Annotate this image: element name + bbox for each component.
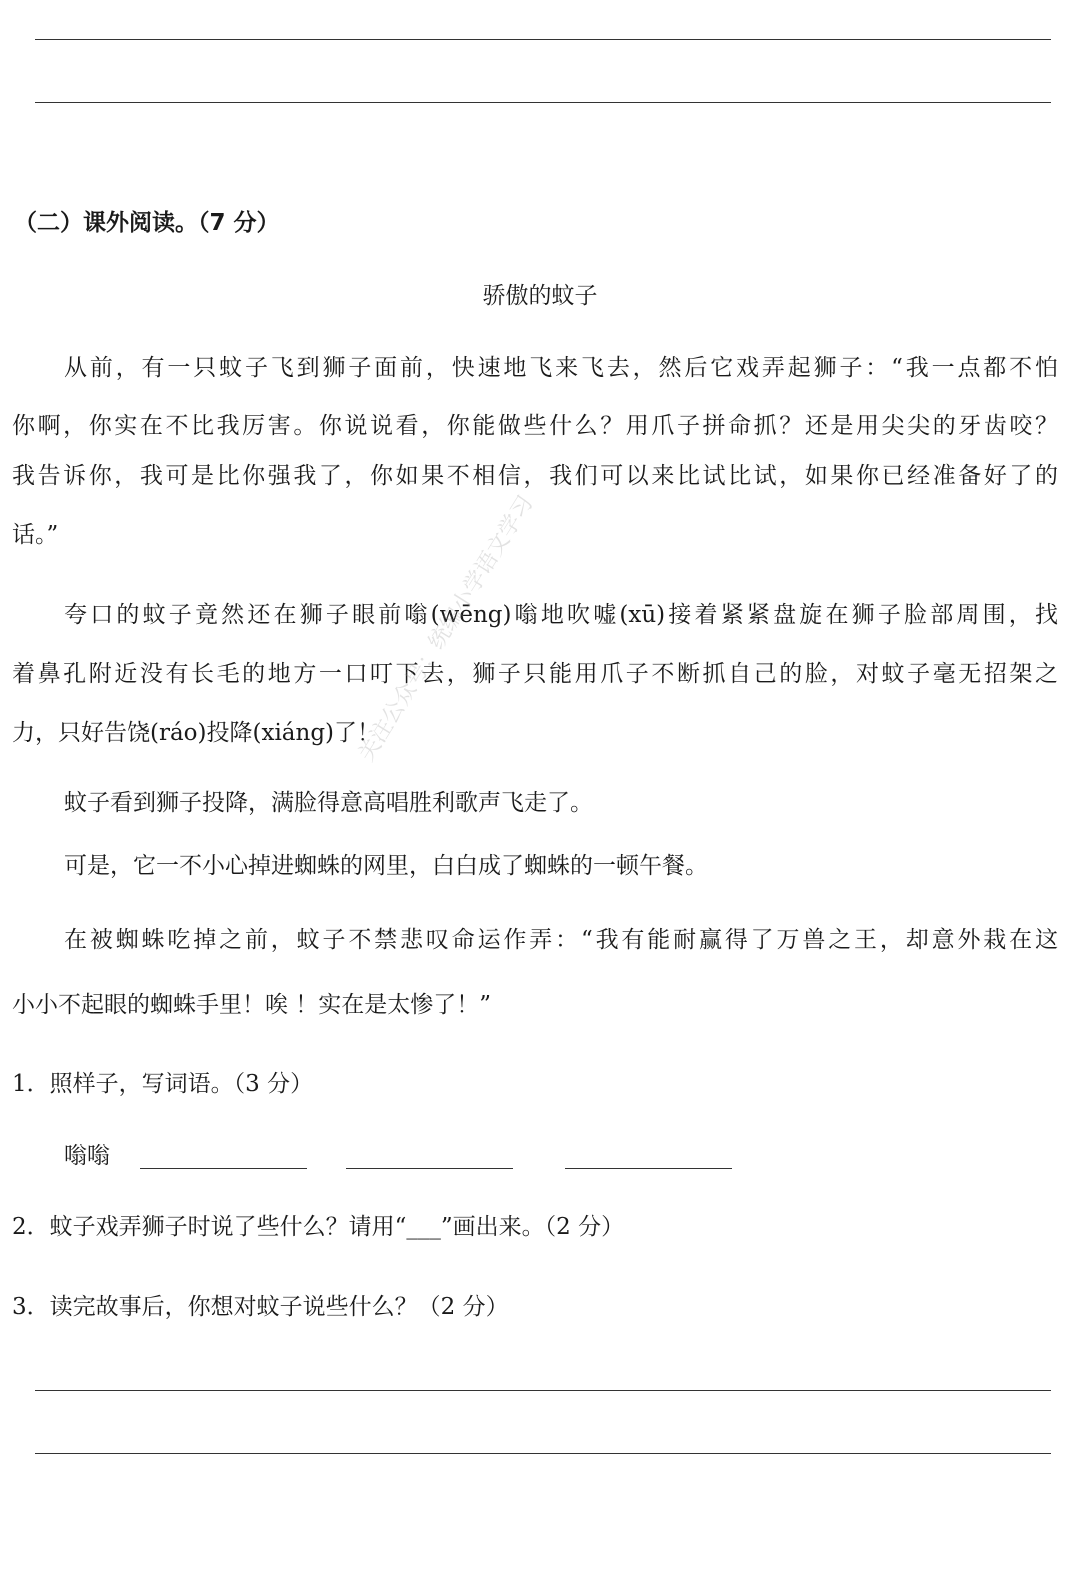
answer-line[interactable] (35, 1453, 1051, 1454)
answer-line (35, 102, 1051, 103)
paragraph-line: 小小不起眼的蜘蛛手里！唉 ！实在是太惨了！” (12, 992, 492, 1018)
section-title: （二）课外阅读。（7 分） (14, 210, 280, 236)
answer-line[interactable] (35, 1390, 1051, 1391)
watermark: 关注公众号：统编小学语文学习 (354, 491, 539, 766)
paragraph-line: 我告诉你，我可是比你强我了，你如果不相信，我们可以来比试比试，如果你已经准备好了的 (12, 463, 1058, 489)
word-blank-2[interactable] (346, 1168, 513, 1169)
question-2: 2．蚊子戏弄狮子时说了些什么？请用“___”画出来。（2 分） (12, 1214, 625, 1240)
paragraph-line: 力，只好告饶(ráo)投降(xiáng)了！ (12, 720, 381, 746)
word-blank-3[interactable] (565, 1168, 732, 1169)
paragraph-line: 夸口的蚊子竟然还在狮子眼前嗡(wēng)嗡地吹嘘(xū)接着紧紧盘旋在狮子脸部周围，找 (64, 602, 1058, 628)
paragraph-line: 可是，它一不小心掉进蜘蛛的网里，白白成了蜘蛛的一顿午餐。 (64, 853, 708, 879)
example-word: 嗡嗡 (64, 1143, 110, 1169)
word-blank-1[interactable] (140, 1168, 307, 1169)
question-1: 1．照样子，写词语。（3 分） (12, 1071, 314, 1097)
story-title: 骄傲的蚊子 (482, 283, 598, 309)
paragraph-line: 在被蜘蛛吃掉之前，蚊子不禁悲叹命运作弄：“我有能耐赢得了万兽之王，却意外栽在这 (64, 927, 1058, 953)
question-3: 3．读完故事后，你想对蚊子说些什么？（2 分） (12, 1294, 509, 1320)
paragraph-line: 着鼻孔附近没有长毛的地方一口叮下去，狮子只能用爪子不断抓自己的脸，对蚊子毫无招架之 (12, 661, 1058, 687)
paragraph-line: 你啊，你实在不比我厉害。你说说看，你能做些什么？用爪子拼命抓？还是用尖尖的牙齿咬？ (12, 413, 1058, 439)
answer-line (35, 39, 1051, 40)
paragraph-line: 从前，有一只蚊子飞到狮子面前，快速地飞来飞去，然后它戏弄起狮子：“我一点都不怕 (64, 355, 1058, 381)
paragraph-line: 话。” (12, 522, 59, 548)
paragraph-line: 蚊子看到狮子投降，满脸得意高唱胜利歌声飞走了。 (64, 790, 593, 816)
